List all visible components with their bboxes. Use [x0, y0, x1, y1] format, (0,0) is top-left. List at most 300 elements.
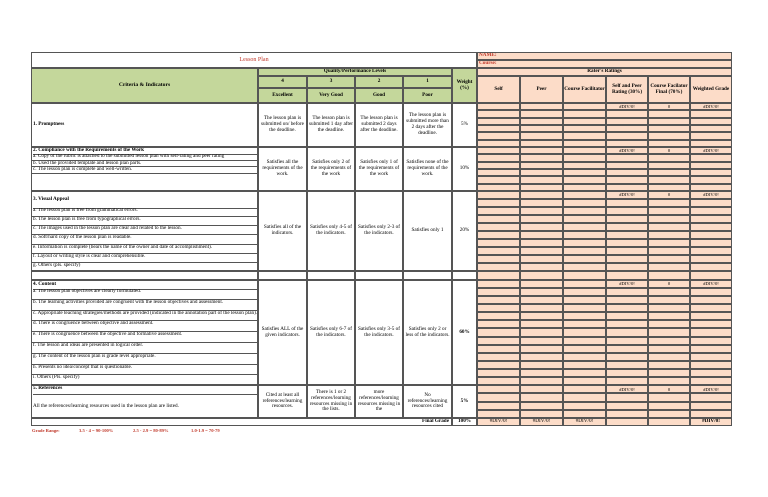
rater-cell[interactable]	[520, 239, 563, 247]
rater-cell: #DIV/0!	[690, 385, 732, 393]
rater-cell[interactable]	[477, 215, 520, 223]
rater-cell: #DIV/0!	[606, 385, 648, 393]
rater-cell	[606, 369, 648, 377]
rater-cell	[606, 223, 648, 231]
rater-cell	[690, 169, 732, 176]
rater-cell: 0	[648, 147, 690, 154]
rater-cell[interactable]	[563, 132, 606, 139]
level-number-3: 2	[355, 76, 403, 88]
rater-cell[interactable]	[520, 223, 563, 231]
rater-cell	[690, 320, 732, 328]
rater-cell[interactable]	[477, 304, 520, 312]
criteria-line: g. Others (pls. specify)	[32, 263, 258, 271]
rater-cell	[690, 393, 732, 401]
rater-cell	[690, 345, 732, 353]
rater-cell	[648, 255, 690, 263]
rater-cell	[606, 353, 648, 361]
rater-cell[interactable]	[477, 385, 520, 393]
rater-cell[interactable]	[520, 402, 563, 410]
rater-cell	[606, 312, 648, 320]
rater-cell	[606, 361, 648, 369]
rater-cell[interactable]	[520, 377, 563, 385]
rater-cell	[648, 110, 690, 117]
rater-cell[interactable]	[563, 169, 606, 176]
rater-cell	[690, 199, 732, 207]
rater-cell[interactable]	[520, 328, 563, 336]
rater-cell[interactable]	[477, 103, 520, 110]
criteria-line: d. There is congruence between objective and assessment.	[32, 321, 258, 332]
rater-cell[interactable]	[477, 328, 520, 336]
rater-cell[interactable]	[563, 280, 606, 288]
rater-cell[interactable]	[477, 184, 520, 191]
section-criteria-4	[31, 280, 258, 385]
criteria-header: Criteria & Indicators	[31, 68, 258, 103]
rater-cell[interactable]	[563, 255, 606, 263]
rater-cell[interactable]	[520, 393, 563, 401]
level-descriptor-3: more references/learning resources missing in the	[355, 385, 403, 418]
rater-cell[interactable]	[563, 176, 606, 183]
rater-cell[interactable]	[477, 140, 520, 147]
level-descriptor-4: Satisfies only 1	[403, 191, 452, 271]
rater-cell[interactable]	[563, 231, 606, 239]
rater-cell	[606, 132, 648, 139]
section-title: 1. Promptness	[33, 121, 65, 128]
rater-cell[interactable]	[520, 255, 563, 263]
rater-cell[interactable]	[477, 199, 520, 207]
rater-cell[interactable]	[563, 377, 606, 385]
criteria-line: b. Used the provided template and lesson plan parts.	[32, 161, 258, 168]
rater-cell	[606, 231, 648, 239]
rater-cell	[648, 288, 690, 296]
rater-cell	[690, 239, 732, 247]
rater-cell[interactable]	[563, 385, 606, 393]
rater-cell: #DIV/0!	[606, 103, 648, 110]
rater-cell	[690, 118, 732, 125]
rater-cell[interactable]	[477, 312, 520, 320]
criteria-line: All the references/learning resources used in the lesson plan are listed.	[33, 402, 179, 409]
rater-cell[interactable]	[477, 231, 520, 239]
spacer-cell	[648, 271, 690, 280]
rater-cell[interactable]	[563, 263, 606, 271]
spacer-cell	[477, 271, 520, 280]
rater-cell[interactable]	[563, 184, 606, 191]
rater-cell[interactable]	[563, 296, 606, 304]
raters-header: Rater's Ratings	[477, 68, 732, 76]
section-title: 5. References	[33, 386, 258, 395]
rater-cell: 0	[648, 191, 690, 199]
rater-cell[interactable]	[477, 191, 520, 199]
rater-cell[interactable]	[477, 353, 520, 361]
rater-cell	[648, 154, 690, 161]
rater-cell	[690, 184, 732, 191]
rater-cell	[606, 304, 648, 312]
rater-cell	[606, 184, 648, 191]
rater-cell[interactable]	[520, 199, 563, 207]
rater-cell	[606, 169, 648, 176]
final-cf-blank	[648, 418, 690, 426]
rater-cell[interactable]	[563, 288, 606, 296]
rater-cell[interactable]	[477, 247, 520, 255]
section-weight: 5%	[452, 385, 477, 418]
level-descriptor-1: Satisfies all of the indicators.	[258, 191, 307, 271]
rater-cell[interactable]	[477, 110, 520, 117]
final-facilitator: #DIV/0!	[563, 418, 606, 426]
level-descriptor-4: No references/learning resources cited	[403, 385, 452, 418]
rater-cell[interactable]	[563, 147, 606, 154]
rater-cell	[606, 337, 648, 345]
rater-cell	[606, 296, 648, 304]
rater-cell	[690, 207, 732, 215]
level-descriptor-2: Satisfies only 6-7 of the indicators.	[307, 280, 355, 385]
rater-cell[interactable]	[520, 207, 563, 215]
rater-cell[interactable]	[477, 154, 520, 161]
rater-cell	[690, 162, 732, 169]
final-sp-blank	[606, 418, 648, 426]
rater-cell	[690, 154, 732, 161]
rater-cell	[690, 377, 732, 385]
rater-cell	[648, 312, 690, 320]
rater-cell[interactable]	[520, 353, 563, 361]
rater-cell	[606, 154, 648, 161]
section-criteria-5	[31, 385, 258, 418]
level-descriptor-4: The lesson plan is submitted more than 2 days after the deadline.	[403, 103, 452, 147]
spacer-cell	[355, 271, 403, 280]
rater-cell: #DIV/0!	[606, 191, 648, 199]
grade-range-1: 3.5 - 4 = 90-100%	[79, 428, 114, 434]
rater-cell[interactable]	[477, 393, 520, 401]
rater-cell[interactable]	[563, 320, 606, 328]
section-title: 4. Content	[33, 281, 258, 290]
level-descriptor-1: Cited at least all references/learning resources.	[258, 385, 307, 418]
spacer-cell	[258, 271, 307, 280]
spacer-cell	[307, 271, 355, 280]
level-number-2: 3	[307, 76, 355, 88]
rater-cell	[648, 118, 690, 125]
rater-cell	[648, 125, 690, 132]
rater-cell[interactable]	[563, 312, 606, 320]
rater-cell[interactable]	[477, 320, 520, 328]
rater-cell	[648, 377, 690, 385]
rater-cell	[648, 223, 690, 231]
rater-cell[interactable]	[477, 169, 520, 176]
rater-cell[interactable]	[477, 345, 520, 353]
level-number-4: 1	[403, 76, 452, 88]
rater-cell[interactable]	[520, 118, 563, 125]
rater-cell[interactable]	[563, 410, 606, 418]
spacer-cell	[520, 271, 563, 280]
criteria-line: b. The learning activities provided are congruent with the lesson objectives and assessment.	[32, 300, 258, 311]
section-criteria-3	[31, 191, 258, 271]
rater-cell[interactable]	[520, 140, 563, 147]
rater-cell	[690, 304, 732, 312]
rater-header-5: Weighted Grade	[690, 76, 732, 103]
course-field[interactable]: Course:	[477, 60, 732, 68]
rater-cell	[648, 263, 690, 271]
rater-cell[interactable]	[520, 215, 563, 223]
rater-cell[interactable]	[520, 154, 563, 161]
rater-cell	[606, 140, 648, 147]
rater-cell	[690, 337, 732, 345]
rater-cell	[648, 353, 690, 361]
rater-cell[interactable]	[520, 132, 563, 139]
rater-cell[interactable]	[520, 110, 563, 117]
grade-range-label: Grade Range:	[32, 428, 60, 434]
rater-cell[interactable]	[477, 255, 520, 263]
rater-cell[interactable]	[563, 162, 606, 169]
rater-cell	[648, 320, 690, 328]
rater-cell[interactable]	[520, 263, 563, 271]
rater-cell[interactable]	[520, 361, 563, 369]
rater-cell	[648, 247, 690, 255]
rater-cell[interactable]	[520, 369, 563, 377]
spacer-cell	[690, 271, 732, 280]
rater-cell[interactable]	[520, 312, 563, 320]
criteria-line: d. Soft/hard copy of the lesson plan is readable.	[32, 235, 258, 244]
rater-cell[interactable]	[563, 154, 606, 161]
rater-cell[interactable]	[477, 337, 520, 345]
rater-cell	[690, 223, 732, 231]
final-weight: 100%	[452, 418, 477, 426]
name-field[interactable]: NAME:	[477, 52, 732, 60]
level-name-3: Good	[355, 88, 403, 103]
final-self: #DIV/0!	[477, 418, 520, 426]
final-grade-label: Final Grade	[31, 418, 452, 426]
rater-cell	[690, 353, 732, 361]
rater-cell[interactable]	[520, 125, 563, 132]
rater-cell	[648, 361, 690, 369]
rater-cell	[606, 320, 648, 328]
rater-cell	[690, 263, 732, 271]
rater-cell[interactable]	[520, 320, 563, 328]
level-descriptor-2: The lesson plan is submitted 1 day after the deadline.	[307, 103, 355, 147]
rater-cell[interactable]	[563, 369, 606, 377]
rater-cell[interactable]	[477, 176, 520, 183]
rater-cell	[648, 369, 690, 377]
section-weight: 5%	[452, 103, 477, 147]
rater-cell[interactable]	[477, 402, 520, 410]
section-weight: 10%	[452, 147, 477, 191]
rater-cell[interactable]	[520, 147, 563, 154]
section-title: 3. Visual Appeal	[33, 192, 258, 209]
rater-cell[interactable]	[520, 296, 563, 304]
spacer-cell	[452, 271, 477, 280]
rater-cell[interactable]	[477, 288, 520, 296]
level-descriptor-2: There is 1 or 2 references/learning resources missing in the lists.	[307, 385, 355, 418]
rater-cell[interactable]	[520, 231, 563, 239]
rater-cell	[690, 255, 732, 263]
level-name-2: Very Good	[307, 88, 355, 103]
rater-cell[interactable]	[563, 103, 606, 110]
level-descriptor-1: Satisfies all the requirements of the work.	[258, 147, 307, 191]
level-descriptor-3: The lesson plan is submitted 2 days after the deadline.	[355, 103, 403, 147]
rater-cell[interactable]	[563, 345, 606, 353]
level-descriptor-1: Satisfies ALL of the given indicators.	[258, 280, 307, 385]
rater-cell	[648, 162, 690, 169]
rater-cell[interactable]	[520, 191, 563, 199]
rater-cell	[606, 176, 648, 183]
rater-cell[interactable]	[520, 162, 563, 169]
rater-cell[interactable]	[477, 263, 520, 271]
rater-cell[interactable]	[520, 288, 563, 296]
rater-cell[interactable]	[477, 132, 520, 139]
rater-cell	[690, 125, 732, 132]
rater-cell[interactable]	[563, 110, 606, 117]
rater-cell	[606, 199, 648, 207]
grade-range-2: 2.5 - 2.9 = 80-89%	[133, 428, 169, 434]
rater-cell[interactable]	[520, 410, 563, 418]
rater-cell	[690, 140, 732, 147]
criteria-line: c. Appropriate teaching strategies/methods are provided (indicated in the annotation part of the lesson plan).	[32, 311, 258, 322]
rater-cell[interactable]	[477, 125, 520, 132]
criteria-line: b. The lesson plan is free from typographical errors.	[32, 217, 258, 226]
rater-cell	[606, 247, 648, 255]
quality-levels-header: Quality/Performance Levels	[258, 68, 452, 76]
rater-cell	[606, 410, 648, 418]
rater-header-2: Course Facilitator	[563, 76, 606, 103]
rater-cell[interactable]	[477, 410, 520, 418]
level-descriptor-4: Satisfies only 2 or less of the indicators.	[403, 280, 452, 385]
rater-cell[interactable]	[520, 103, 563, 110]
rater-cell[interactable]	[563, 247, 606, 255]
rater-cell	[606, 345, 648, 353]
rater-cell	[648, 304, 690, 312]
rater-cell[interactable]	[563, 191, 606, 199]
rater-cell[interactable]	[563, 393, 606, 401]
criteria-line: a. Copy of the rubric is attached to the submitted lesson plan with self-rating and peer rating	[32, 154, 258, 161]
rater-cell[interactable]	[563, 361, 606, 369]
rater-cell	[690, 369, 732, 377]
rater-cell[interactable]	[520, 304, 563, 312]
rater-cell	[690, 176, 732, 183]
spacer-cell	[563, 271, 606, 280]
rater-cell[interactable]	[477, 147, 520, 154]
rater-cell	[648, 296, 690, 304]
rater-cell	[690, 402, 732, 410]
criteria-line: c. The images used in the lesson plan are clear and related to the lesson.	[32, 226, 258, 235]
rater-cell	[606, 118, 648, 125]
rater-cell	[606, 207, 648, 215]
rater-cell	[648, 239, 690, 247]
spacer-cell	[403, 271, 452, 280]
section-weight: 20%	[452, 191, 477, 271]
rater-cell[interactable]	[477, 280, 520, 288]
rater-cell[interactable]	[477, 239, 520, 247]
level-descriptor-2: Satisfies only 2 of the requirements of the work	[307, 147, 355, 191]
rater-cell[interactable]	[563, 140, 606, 147]
rater-cell[interactable]	[477, 223, 520, 231]
rater-cell	[648, 176, 690, 183]
rater-cell[interactable]	[563, 402, 606, 410]
rater-cell	[690, 328, 732, 336]
level-descriptor-4: Satisfies none of the requirements of the work.	[403, 147, 452, 191]
spacer-cell	[606, 271, 648, 280]
rater-cell: 0	[648, 385, 690, 393]
final-weighted-grade: #DIV/0!	[690, 418, 732, 426]
rater-cell[interactable]	[477, 377, 520, 385]
rater-cell: #DIV/0!	[690, 103, 732, 110]
rater-cell[interactable]	[563, 353, 606, 361]
rater-cell	[648, 345, 690, 353]
rater-cell[interactable]	[520, 385, 563, 393]
rater-cell	[606, 125, 648, 132]
rater-cell	[648, 207, 690, 215]
rater-cell[interactable]	[563, 328, 606, 336]
rater-cell	[690, 296, 732, 304]
level-name-4: Poor	[403, 88, 452, 103]
criteria-line: h. Presents no idea/concept that is questionable.	[32, 365, 258, 376]
rater-header-3: Self and Peer Rating (30%)	[606, 76, 648, 103]
level-descriptor-3: Satisfies only 3-5 of the indicators.	[355, 280, 403, 385]
rater-cell	[606, 110, 648, 117]
rater-cell	[648, 199, 690, 207]
rater-cell	[606, 263, 648, 271]
rater-cell[interactable]	[563, 215, 606, 223]
rater-cell[interactable]	[563, 337, 606, 345]
rater-cell[interactable]	[520, 247, 563, 255]
rater-cell	[606, 328, 648, 336]
rater-cell	[606, 402, 648, 410]
rater-cell[interactable]	[563, 207, 606, 215]
rater-cell[interactable]	[563, 199, 606, 207]
rater-cell[interactable]	[477, 207, 520, 215]
rater-cell[interactable]	[477, 296, 520, 304]
section-criteria-2	[31, 147, 258, 191]
rater-cell	[648, 169, 690, 176]
rater-cell[interactable]	[563, 223, 606, 231]
rater-cell[interactable]	[520, 184, 563, 191]
criteria-line: a. The lesson plan is free from grammatical errors.	[32, 208, 258, 217]
level-descriptor-3: Satisfies only 1 of the requirements of the work	[355, 147, 403, 191]
rater-cell[interactable]	[563, 125, 606, 132]
rater-cell[interactable]	[477, 118, 520, 125]
rater-cell[interactable]	[563, 239, 606, 247]
rater-cell	[606, 255, 648, 263]
rater-header-1: Peer	[520, 76, 563, 103]
level-descriptor-2: Satisfies only 4-5 of the indicators.	[307, 191, 355, 271]
criteria-line: f. The lesson and ideas are presented in logical order.	[32, 343, 258, 354]
rater-cell	[690, 361, 732, 369]
criteria-line: e. Information is complete (bears the name of the owner and date of accomplishment).	[32, 245, 258, 254]
final-peer: #DIV/0!	[520, 418, 563, 426]
rater-cell: 0	[648, 280, 690, 288]
rater-cell[interactable]	[477, 369, 520, 377]
rater-cell[interactable]	[520, 169, 563, 176]
rater-cell	[690, 247, 732, 255]
rater-cell[interactable]	[477, 361, 520, 369]
level-descriptor-3: Satisfies only 2-3 of the indicators.	[355, 191, 403, 271]
rater-cell	[690, 215, 732, 223]
rater-cell	[648, 184, 690, 191]
rater-cell	[606, 239, 648, 247]
rater-cell[interactable]	[520, 280, 563, 288]
rater-cell[interactable]	[520, 176, 563, 183]
rater-cell	[690, 231, 732, 239]
rater-cell	[690, 410, 732, 418]
rater-cell	[690, 110, 732, 117]
level-name-1: Excellent	[258, 88, 307, 103]
criteria-line: a. The lesson plan objectives are clearly formulated.	[32, 289, 258, 300]
rater-cell: 0	[648, 103, 690, 110]
grade-range-3: 1.0-1.9 = 70-79	[191, 428, 220, 434]
rater-cell[interactable]	[563, 304, 606, 312]
rater-cell	[648, 393, 690, 401]
rater-cell	[690, 312, 732, 320]
criteria-line: i. Others (Pls. specify)	[32, 375, 258, 385]
rater-cell[interactable]	[477, 162, 520, 169]
rater-cell[interactable]	[520, 337, 563, 345]
rater-cell[interactable]	[563, 118, 606, 125]
rater-cell[interactable]	[520, 345, 563, 353]
